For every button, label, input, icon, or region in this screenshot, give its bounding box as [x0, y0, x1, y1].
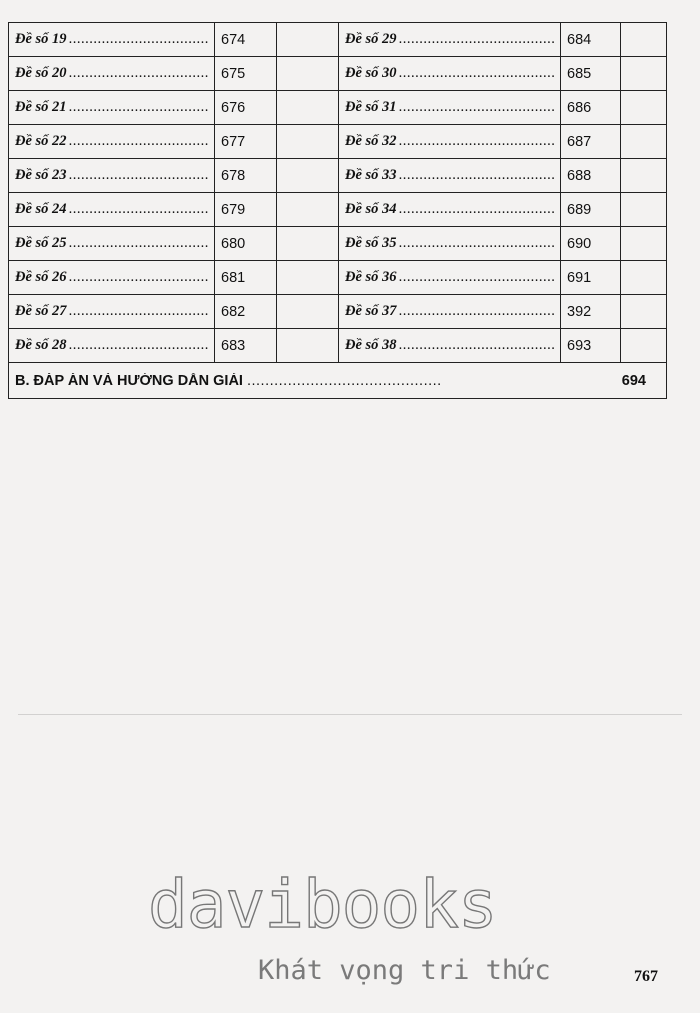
section-b-leader: ...........................................: [246, 372, 442, 389]
table-of-contents: [8, 22, 667, 399]
toc-entry-label: Đề số 37: [345, 303, 397, 319]
toc-blank-cell: [277, 227, 339, 261]
bleed-through-rule: [18, 714, 682, 715]
toc-entry-label: Đề số 25: [15, 235, 67, 251]
toc-entry-right[interactable]: [339, 125, 561, 159]
section-b-page: 694: [621, 372, 646, 389]
toc-blank-cell: [621, 261, 667, 295]
toc-entry-left[interactable]: [9, 295, 215, 329]
toc-entry-label: Đề số 31: [345, 99, 397, 115]
toc-page-right: 685: [561, 57, 621, 91]
toc-blank-cell: [277, 261, 339, 295]
toc-entry-leader: [15, 269, 208, 286]
toc-entry-right[interactable]: [339, 91, 561, 125]
toc-page-left: 681: [215, 261, 277, 295]
toc-blank-cell: [277, 193, 339, 227]
toc-blank-cell: [277, 23, 339, 57]
toc-entry-leader: [345, 99, 554, 116]
toc-entry-right[interactable]: [339, 159, 561, 193]
toc-entry-right[interactable]: [339, 261, 561, 295]
toc-entry-left[interactable]: [9, 125, 215, 159]
toc-blank-cell: [277, 159, 339, 193]
toc-entry-leader: [15, 99, 208, 116]
toc-row: [9, 159, 667, 193]
toc-entry-label: Đề số 36: [345, 269, 397, 285]
toc-entry-leader: [345, 269, 554, 286]
section-b-label: B. ĐÁP ÁN VÀ HƯỚNG DẪN GIẢI: [15, 372, 243, 389]
toc-entry-leader: [15, 201, 208, 218]
toc-page-left: 674: [215, 23, 277, 57]
toc-entry-left[interactable]: [9, 57, 215, 91]
davibooks-watermark: davibooks: [148, 866, 497, 943]
toc-entry-left[interactable]: [9, 23, 215, 57]
toc-entry-left[interactable]: [9, 159, 215, 193]
toc-entry-leader: [15, 303, 208, 320]
toc-entry-right[interactable]: [339, 193, 561, 227]
toc-page-left: 679: [215, 193, 277, 227]
toc-entry-leader: [15, 133, 208, 150]
toc-blank-cell: [277, 295, 339, 329]
toc-page-right: 688: [561, 159, 621, 193]
toc-row: [9, 193, 667, 227]
toc-entry-leader: [345, 201, 554, 218]
toc-entry-leader: [15, 167, 208, 184]
toc-blank-cell: [277, 57, 339, 91]
toc-blank-cell: [277, 329, 339, 363]
toc-section-row: [9, 363, 667, 399]
toc-entry-leader: [345, 303, 554, 320]
toc-entry-label: Đề số 24: [15, 201, 67, 217]
toc-page-left: 683: [215, 329, 277, 363]
toc-entry-label: Đề số 20: [15, 65, 67, 81]
toc-page-right: 687: [561, 125, 621, 159]
toc-blank-cell: [621, 57, 667, 91]
toc-entry-right[interactable]: [339, 57, 561, 91]
toc-page-left: 678: [215, 159, 277, 193]
toc-entry-label: Đề số 22: [15, 133, 67, 149]
toc-blank-cell: [621, 193, 667, 227]
toc-row: [9, 57, 667, 91]
toc-entry-label: Đề số 19: [15, 31, 67, 47]
toc-row: [9, 91, 667, 125]
toc-blank-cell: [621, 227, 667, 261]
toc-entry-leader: [345, 31, 554, 48]
toc-entry-left[interactable]: [9, 261, 215, 295]
toc-entry-leader: [15, 31, 208, 48]
toc-entry-leader: [15, 235, 208, 252]
toc-entry-leader: [15, 337, 208, 354]
toc-page-right: 689: [561, 193, 621, 227]
toc-page-left: 676: [215, 91, 277, 125]
toc-page-right: 690: [561, 227, 621, 261]
toc-blank-cell: [277, 91, 339, 125]
toc-entry-leader: [345, 133, 554, 150]
toc-entry-leader: [345, 167, 554, 184]
toc-entry-label: Đề số 35: [345, 235, 397, 251]
toc-page-right: 686: [561, 91, 621, 125]
toc-entry-label: Đề số 30: [345, 65, 397, 81]
toc-page-right: 691: [561, 261, 621, 295]
toc-entry-label: Đề số 38: [345, 337, 397, 353]
toc-entry-leader: [345, 235, 554, 252]
toc-entry-left[interactable]: [9, 329, 215, 363]
toc-blank-cell: [621, 23, 667, 57]
toc-entry-leader: [15, 65, 208, 82]
toc-page-right: 684: [561, 23, 621, 57]
toc-entry-left[interactable]: [9, 91, 215, 125]
toc-entry-leader: [345, 65, 554, 82]
section-b-entry[interactable]: [9, 363, 667, 399]
toc-page-left: 682: [215, 295, 277, 329]
toc-blank-cell: [621, 125, 667, 159]
toc-row: [9, 23, 667, 57]
toc-entry-right[interactable]: [339, 295, 561, 329]
toc-row: [9, 261, 667, 295]
toc-entry-label: Đề số 29: [345, 31, 397, 47]
toc-blank-cell: [277, 125, 339, 159]
toc-page-right: 693: [561, 329, 621, 363]
toc-row: [9, 329, 667, 363]
toc-blank-cell: [621, 295, 667, 329]
toc-entry-label: Đề số 28: [15, 337, 67, 353]
toc-entry-left[interactable]: [9, 193, 215, 227]
toc-entry-label: Đề số 23: [15, 167, 67, 183]
toc-entry-right[interactable]: [339, 23, 561, 57]
toc-entry-right[interactable]: [339, 329, 561, 363]
toc-page-left: 675: [215, 57, 277, 91]
toc-entry-left[interactable]: [9, 227, 215, 261]
toc-page-left: 680: [215, 227, 277, 261]
toc-row: [9, 295, 667, 329]
toc-row: [9, 227, 667, 261]
toc-page-right: 392: [561, 295, 621, 329]
toc-entry-label: Đề số 21: [15, 99, 67, 115]
toc-blank-cell: [621, 329, 667, 363]
toc-entry-label: Đề số 33: [345, 167, 397, 183]
toc-blank-cell: [621, 159, 667, 193]
toc-page-left: 677: [215, 125, 277, 159]
watermark-slogan: Khát vọng tri thức: [258, 955, 551, 986]
toc-entry-label: Đề số 27: [15, 303, 67, 319]
toc-blank-cell: [621, 91, 667, 125]
toc-entry-leader: [345, 337, 554, 354]
toc-entry-label: Đề số 34: [345, 201, 397, 217]
toc-entry-right[interactable]: [339, 227, 561, 261]
toc-entry-label: Đề số 26: [15, 269, 67, 285]
page-number: 767: [634, 968, 658, 985]
toc-entry-label: Đề số 32: [345, 133, 397, 149]
toc-row: [9, 125, 667, 159]
